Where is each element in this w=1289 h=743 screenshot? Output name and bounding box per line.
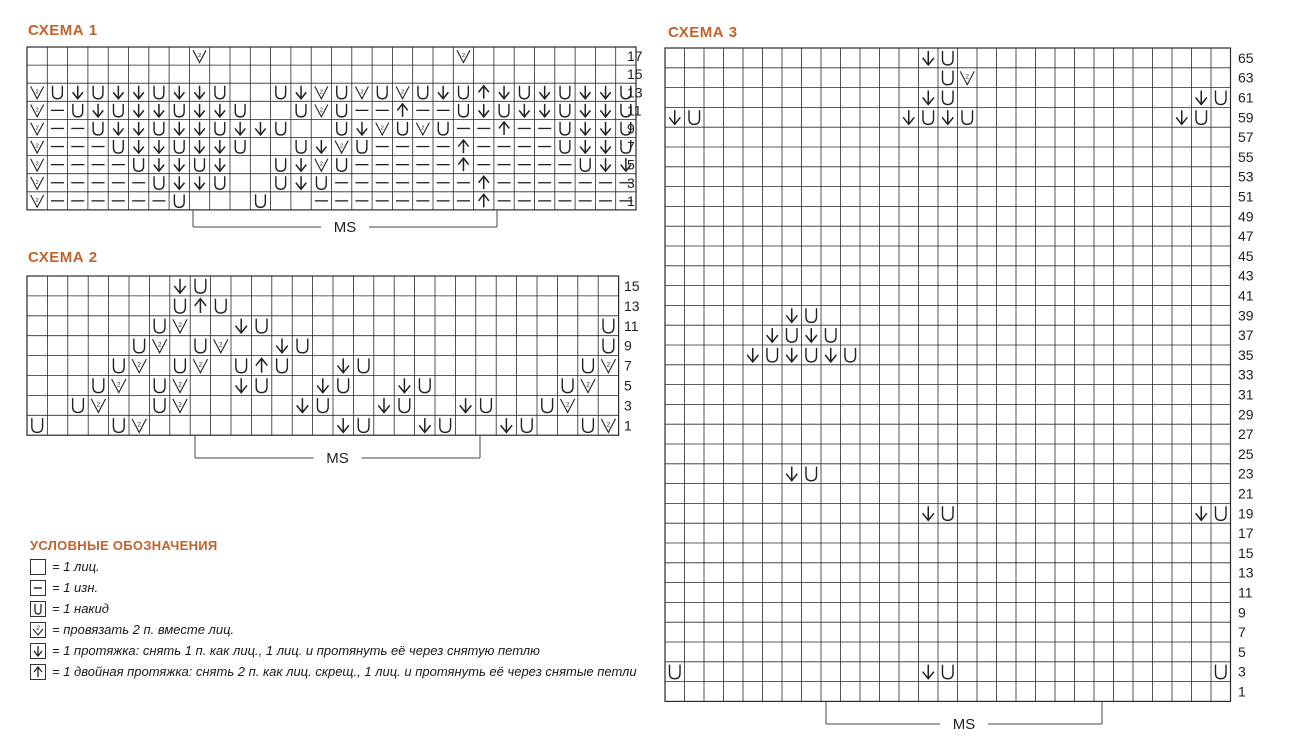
k2tog-label: 2	[965, 73, 969, 81]
k2tog-label: 2	[35, 107, 39, 114]
chart-1-grid	[27, 47, 643, 236]
k2tog-label: 2	[360, 89, 364, 96]
row-number: 15	[627, 66, 643, 83]
svg-text:2: 2	[36, 626, 40, 632]
row-number: 7	[624, 357, 632, 374]
k2tog-label: 2	[137, 361, 141, 369]
ms-label: MS	[333, 219, 357, 236]
row-number: 65	[1238, 49, 1254, 66]
k2tog-label: 2	[35, 143, 39, 150]
k2tog-label: 2	[96, 401, 101, 409]
legend-text-yarn-over: = 1 накид	[52, 601, 109, 616]
row-number: 53	[1238, 168, 1254, 185]
k2tog-label: 2	[606, 421, 611, 429]
ms-label: MS	[952, 716, 976, 733]
legend-text-knit: = 1 лиц.	[52, 559, 100, 574]
row-number: 9	[1238, 604, 1246, 621]
k2tog-label: 2	[35, 89, 39, 96]
row-number: 11	[1238, 584, 1253, 601]
row-number: 13	[1238, 564, 1254, 581]
row-number: 11	[624, 317, 639, 334]
legend	[30, 538, 642, 685]
legend-text-k2tog: = провязать 2 п. вместе лиц.	[52, 622, 235, 637]
k2tog-label: 2	[606, 361, 611, 369]
chart-3-grid	[665, 48, 1254, 733]
row-number: 39	[1238, 307, 1254, 324]
yarn-over-icon	[30, 601, 46, 617]
row-number: 17	[627, 48, 643, 65]
row-number: 25	[1238, 445, 1254, 462]
k2tog-label: 2	[586, 381, 590, 389]
row-number: 35	[1238, 346, 1254, 363]
k2tog-label: 2	[319, 161, 323, 168]
row-number: 23	[1238, 465, 1254, 482]
k2tog-label: 2	[400, 89, 405, 96]
k2tog-label: 2	[461, 53, 466, 60]
k2tog-label: 2	[35, 179, 39, 186]
k2tog-label: 2	[178, 321, 182, 329]
row-number: 31	[1238, 386, 1254, 403]
row-number: 5	[624, 377, 632, 394]
row-number: 3	[1238, 663, 1246, 680]
legend-item-k2tog	[30, 622, 642, 643]
knit-icon	[30, 559, 46, 575]
ms-label: MS	[326, 450, 349, 467]
row-number: 61	[1238, 89, 1254, 106]
row-number: 21	[1238, 485, 1254, 502]
chart-1-title: СХЕМА 1	[28, 22, 98, 39]
legend-item-knit	[30, 559, 642, 580]
k2tog-label: 2	[219, 341, 223, 349]
legend-text-double-skp: = 1 двойная протяжка: снять 2 п. как лиц. скрещ., 1 лиц. и протянуть её через снятые петли	[52, 664, 637, 679]
row-number: 11	[627, 102, 642, 119]
row-number: 29	[1238, 406, 1254, 423]
row-number: 15	[624, 277, 640, 294]
row-number: 9	[624, 337, 632, 354]
k2tog-label: 2	[319, 107, 323, 114]
k2tog-label: 2	[35, 197, 39, 204]
purl-icon	[30, 580, 46, 596]
row-number: 3	[624, 397, 632, 414]
row-number: 15	[1238, 544, 1254, 561]
row-number: 37	[1238, 327, 1254, 344]
row-number: 3	[627, 174, 635, 191]
row-number: 27	[1238, 426, 1254, 443]
legend-item-double-skp	[30, 664, 642, 685]
row-number: 5	[1238, 643, 1246, 660]
row-number: 33	[1238, 366, 1254, 383]
k2tog-label: 2	[340, 143, 344, 150]
row-number: 1	[1238, 683, 1246, 700]
row-number: 17	[1238, 525, 1254, 542]
chart-2-grid	[27, 276, 640, 467]
row-number: 57	[1238, 129, 1254, 146]
row-number: 5	[627, 156, 635, 173]
legend-item-skp	[30, 643, 642, 664]
legend-title: УСЛОВНЫЕ ОБОЗНАЧЕНИЯ	[30, 538, 218, 553]
row-number: 47	[1238, 228, 1254, 245]
row-number: 43	[1238, 267, 1254, 284]
k2tog-icon	[30, 622, 46, 638]
legend-text-purl: = 1 изн.	[52, 580, 99, 595]
row-number: 41	[1238, 287, 1254, 304]
row-number: 51	[1238, 188, 1254, 205]
skp-icon	[30, 643, 46, 659]
row-number: 13	[624, 297, 640, 314]
k2tog-label: 2	[178, 401, 182, 409]
chart-2-title: СХЕМА 2	[28, 249, 98, 266]
legend-item-purl	[30, 580, 642, 601]
k2tog-label: 2	[35, 125, 39, 132]
k2tog-label: 2	[137, 421, 141, 429]
row-number: 59	[1238, 109, 1254, 126]
row-number: 7	[1238, 624, 1246, 641]
row-number: 9	[627, 120, 635, 137]
k2tog-label: 2	[565, 401, 570, 409]
row-number: 63	[1238, 69, 1254, 86]
k2tog-label: 2	[380, 125, 384, 132]
k2tog-label: 2	[35, 161, 39, 168]
row-number: 55	[1238, 148, 1254, 165]
row-number: 1	[627, 192, 635, 209]
k2tog-label: 2	[117, 381, 121, 389]
row-number: 1	[624, 417, 632, 434]
row-number: 45	[1238, 247, 1254, 264]
k2tog-label: 2	[157, 341, 162, 349]
legend-item-yarn-over	[30, 601, 642, 622]
row-number: 7	[627, 138, 635, 155]
row-number: 19	[1238, 505, 1254, 522]
k2tog-label: 2	[197, 53, 202, 60]
row-number: 49	[1238, 208, 1254, 225]
row-number: 13	[627, 84, 643, 101]
legend-text-skp: = 1 протяжка: снять 1 п. как лиц., 1 лиц. и протянуть её через снятую петлю	[52, 643, 540, 658]
k2tog-label: 2	[198, 361, 203, 369]
chart-3-title: СХЕМА 3	[668, 24, 738, 41]
k2tog-label: 2	[178, 381, 182, 389]
k2tog-label: 2	[319, 89, 323, 96]
k2tog-label: 2	[421, 125, 425, 132]
grid-frame	[665, 48, 1231, 701]
double-skp-icon	[30, 664, 46, 680]
